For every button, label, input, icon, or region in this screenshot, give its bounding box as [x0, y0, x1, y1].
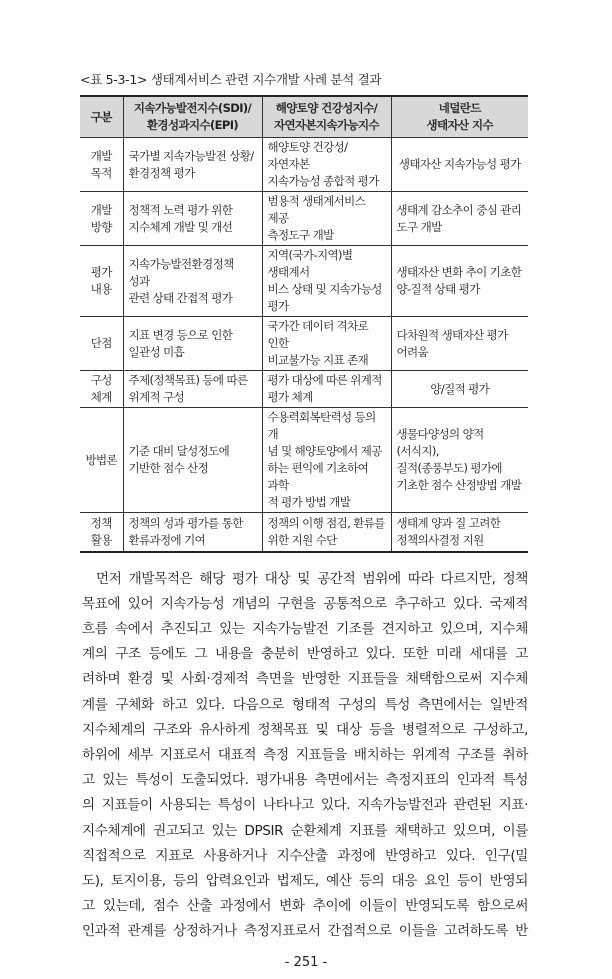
table-cell: [391, 138, 528, 192]
table-cell: [262, 192, 391, 246]
body-text-line: 목표에 있어 지속가능성 개념의 구현을 공통적으로 추구하고 있다. 국제적: [82, 595, 528, 612]
cell-text-line: 범용적 생태계서비스 제공: [267, 194, 366, 225]
table-cell: [262, 317, 391, 371]
cell-text-line: 환류과정에 기여: [128, 532, 206, 547]
table-cell: [391, 317, 528, 371]
body-text-line: 계의 구조 등에도 그 내용을 충분히 반영하고 있다. 또한 미래 세대를 고: [82, 646, 528, 663]
table-row: [80, 317, 528, 371]
cell-text-line: 활용: [90, 532, 112, 547]
table-cell: [123, 317, 262, 371]
table-row: [80, 246, 528, 317]
table-cell: [123, 138, 262, 192]
cell-text-line: 지표 변경 등으로 인한: [128, 327, 233, 342]
cell-text-line: 질적(종풍부도) 평가에: [396, 461, 502, 475]
row-label: [80, 408, 123, 513]
cell-text-line: 방법론: [85, 452, 118, 467]
cell-text-line: 평가: [267, 299, 289, 313]
index-comparison-table: [80, 95, 528, 553]
cell-text-line: 어려움: [396, 344, 429, 359]
table-header-row: [80, 96, 528, 138]
cell-text-line: 비교불가능 지표 존재: [267, 353, 369, 367]
cell-text-line: 지속가능성 종합적 평가: [267, 174, 379, 188]
cell-text-line: 구성: [90, 373, 112, 387]
cell-text-line: 구분: [90, 109, 112, 124]
cell-text-line: 위한 지원 수단: [267, 532, 337, 547]
table-cell: [391, 408, 528, 513]
page-number: - 251 -: [284, 954, 328, 970]
cell-text-line: 정책: [90, 515, 112, 530]
body-text-line: 직접적으로 지표로 사용하거나 지수산출 과정에 반영하고 있다. 인구(밀: [82, 847, 528, 864]
cell-text-line: 해양토양 건강성/자연자본: [267, 140, 348, 171]
body-text-line: 먼저 개발목적은 해당 평가 대상 및 공간적 범위에 따라 다르지만, 정책: [96, 570, 528, 587]
cell-text-line: 기반한 점수 산정: [128, 461, 209, 475]
column-header: [80, 96, 123, 138]
table-cell: [391, 371, 528, 408]
table-caption: <표 5-3-1> 생태계서비스 관련 지수개발 사례 분석 결과: [80, 72, 382, 87]
cell-text-line: 네덜란드: [438, 101, 481, 115]
cell-text-line: 내용: [90, 282, 112, 296]
cell-text-line: 평가 체계: [267, 390, 313, 404]
body-text-line: 의 지표들이 사용되는 특성이 나타나고 있다. 지속가능발전과 관련된 지표·: [82, 797, 528, 814]
cell-text-line: 생태계 양과 질 고려한: [396, 515, 501, 530]
body-paragraph: [82, 567, 528, 945]
row-label: [80, 138, 123, 192]
cell-text-line: 환경정책 평가: [128, 165, 195, 180]
table-cell: [123, 408, 262, 513]
table-cell: [262, 513, 391, 552]
row-label: [80, 317, 123, 371]
cell-text-line: 생태자산 지속가능성 평가: [398, 157, 521, 171]
cell-text-line: 방향: [90, 219, 112, 234]
cell-text-line: 평가 대상에 따른 위계적: [267, 373, 382, 387]
table-row: [80, 192, 528, 246]
body-text-line: 계를 구체화 하고 있다. 다음으로 형태적 구성의 특성 측면에서는 일반적: [82, 696, 528, 713]
table-cell: [123, 513, 262, 552]
cell-text-line: 국가간 데이터 격차로 인한: [267, 319, 369, 350]
cell-text-line: 수용력회복탄력성 등의 개: [267, 410, 376, 441]
body-text-line: 도), 토지이용, 등의 압력요인과 법제도, 예산 등의 대응 요인 등이 반영되: [82, 872, 528, 889]
table-cell: [391, 192, 528, 246]
body-text-line: 하위에 세부 지표로서 대표적 측정 지표들을 배치하는 위계적 구조를 취하: [82, 746, 528, 763]
cell-text-line: 기초한 점수 산정방법 개발: [396, 478, 522, 492]
table-cell: [391, 513, 528, 552]
cell-text-line: 지속가능발전환경정책 성과: [128, 256, 234, 288]
cell-text-line: 환경성과지수(EPI): [146, 118, 239, 132]
cell-text-line: 정책의 이행 점검, 환류를: [267, 515, 385, 530]
row-label: [80, 513, 123, 552]
table-row: [80, 408, 528, 513]
body-text-line: 려하며 환경 및 사회·경제적 측면을 반영한 지표들을 채택함으로써 지수체: [82, 671, 528, 688]
table-row: [80, 513, 528, 552]
cell-text-line: 체계: [90, 390, 112, 404]
cell-text-line: 양-질적 상태 평가: [396, 282, 480, 296]
cell-text-line: 해양토양 건강성지수/: [275, 101, 378, 115]
cell-text-line: 단점: [90, 336, 112, 350]
cell-text-line: 하는 편익에 기초하여 과학: [267, 461, 369, 492]
cell-text-line: 념 및 해양토양에서 제공: [267, 444, 382, 458]
table-cell: [123, 246, 262, 317]
cell-text-line: 자연자본지속가능지수: [273, 118, 380, 132]
cell-text-line: 주제(정책목표) 등에 따른: [128, 373, 248, 387]
cell-text-line: 국가별 지속가능발전 상황/: [128, 148, 254, 163]
cell-text-line: 개발: [90, 202, 112, 217]
table-cell: [123, 371, 262, 408]
body-text-line: 고 있는데, 점수 산출 과정에서 변화 추이에 이들이 반영되도록 함으로써: [82, 898, 528, 915]
table-cell: [262, 246, 391, 317]
cell-text-line: 정책의 성과 평가를 통한: [128, 515, 243, 530]
cell-text-line: 평가: [90, 265, 112, 279]
table-cell: [262, 371, 391, 408]
cell-text-line: 위계적 구성: [128, 390, 185, 404]
cell-text-line: 지속가능발전지수(SDI)/: [133, 101, 252, 115]
cell-text-line: 목적: [90, 165, 112, 180]
table-cell: [262, 138, 391, 192]
cell-text-line: 일관성 미흡: [128, 344, 185, 359]
body-text-line: 고 있는 특성이 도출되었다. 평가내용 측면에서는 측정지표의 인과적 특성: [82, 772, 528, 789]
table-cell: [123, 192, 262, 246]
table-cell: [391, 246, 528, 317]
cell-text-line: 개발: [90, 148, 112, 163]
cell-text-line: 지수체계 개발 및 개선: [128, 219, 233, 234]
body-text-line: 흐름 속에서 추진되고 있는 지속가능발전 기조를 견지하고 있으며, 지수체: [82, 620, 528, 637]
row-label: [80, 246, 123, 317]
row-label: [80, 192, 123, 246]
cell-text-line: 비스 상태 및 지속가능성: [267, 282, 382, 296]
row-label: [80, 371, 123, 408]
body-text-line: 지수체계의 구조와 유사하게 정책목표 및 대상 등을 병렬적으로 구성하고,: [82, 721, 528, 738]
cell-text-line: 생태계 감소추이 중심 관리: [396, 202, 522, 217]
cell-text-line: 관련 상태 간접적 평가: [128, 290, 233, 305]
column-header: [262, 96, 391, 138]
cell-text-line: 생태자산 변화 추이 기초한: [396, 265, 522, 279]
body-text-line: 지수체계에 권고되고 있는 DPSIR 순환체계 지표를 채택하고 있으며, 이를: [82, 822, 528, 839]
cell-text-line: 적 평가 방법 개발: [267, 495, 351, 509]
cell-text-line: 기준 대비 달성정도에: [128, 444, 230, 458]
cell-text-line: 양/질적 평가: [430, 381, 490, 396]
cell-text-line: 다차원적 생태자산 평가: [396, 327, 508, 342]
cell-text-line: 생물다양성의 양적(서식지),: [396, 427, 484, 458]
column-header: [391, 96, 528, 138]
table-row: [80, 371, 528, 408]
column-header: [123, 96, 262, 138]
cell-text-line: 정책적 노력 평가 위한: [128, 202, 233, 217]
body-text-line: 인과적 관계를 상정하거나 측정지표로서 간접적으로 이들을 고려하도록 반: [82, 923, 528, 940]
cell-text-line: 정책의사결정 지원: [396, 532, 484, 547]
cell-text-line: 도구 개발: [396, 219, 442, 234]
cell-text-line: 지역(국가-지역)별 생태계서: [267, 248, 353, 279]
table-row: [80, 138, 528, 192]
cell-text-line: 측정도구 개발: [267, 228, 334, 242]
table-cell: [262, 408, 391, 513]
cell-text-line: 생태자산 지수: [426, 118, 493, 132]
